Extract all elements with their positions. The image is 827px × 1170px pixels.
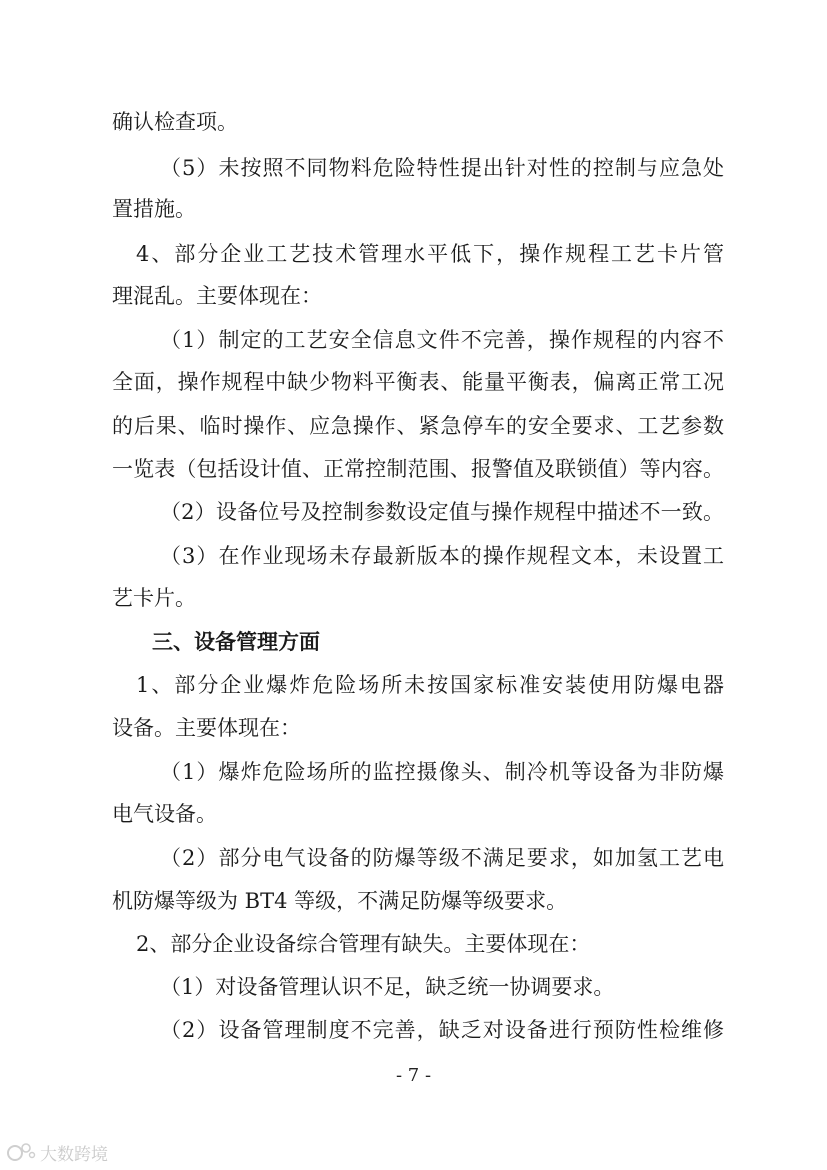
- section-heading: 三、设备管理方面: [152, 630, 320, 654]
- body-line: 设备。主要体现在：: [112, 716, 301, 740]
- body-line: （2）设备管理制度不完善，缺乏对设备进行预防性检维修: [160, 1018, 724, 1042]
- body-line: 4、部分企业工艺技术管理水平低下，操作规程工艺卡片管: [136, 242, 724, 266]
- body-line: 一览表（包括设计值、正常控制范围、报警值及联锁值）等内容。: [112, 457, 724, 481]
- body-line: （5）未按照不同物料危险特性提出针对性的控制与应急处: [160, 156, 724, 180]
- body-line: 置措施。: [112, 197, 196, 221]
- watermark: [6, 1140, 108, 1164]
- body-line: 艺卡片。: [112, 586, 196, 610]
- body-line: 1、部分企业爆炸危险场所未按国家标准安装使用防爆电器: [136, 673, 724, 697]
- watermark-text: 大数跨境: [40, 1144, 108, 1165]
- page-number: - 7 -: [395, 1065, 432, 1086]
- body-line: 电气设备。: [112, 802, 217, 826]
- body-line: 机防爆等级为 BT4 等级，不满足防爆等级要求。: [112, 889, 568, 913]
- body-line: 确认检查项。: [112, 110, 238, 134]
- body-line: （3）在作业现场未存最新版本的操作规程文本，未设置工: [160, 544, 724, 568]
- body-line: （1）制定的工艺安全信息文件不完善，操作规程的内容不: [160, 328, 724, 352]
- body-line: （2）部分电气设备的防爆等级不满足要求，如加氢工艺电: [160, 846, 724, 870]
- body-line: （1）爆炸危险场所的监控摄像头、制冷机等设备为非防爆: [160, 760, 724, 784]
- body-line: （2）设备位号及控制参数设定值与操作规程中描述不一致。: [160, 500, 724, 524]
- body-line: 2、部分企业设备综合管理有缺失。主要体现在：: [136, 932, 591, 956]
- body-line: 理混乱。主要体现在：: [112, 284, 322, 308]
- body-line: （1）对设备管理认识不足，缺乏统一协调要求。: [160, 975, 615, 999]
- watermark-logo-icon: [6, 1141, 36, 1163]
- body-line: 的后果、临时操作、应急操作、紧急停车的安全要求、工艺参数: [112, 414, 724, 438]
- body-line: 全面，操作规程中缺少物料平衡表、能量平衡表，偏离正常工况: [112, 370, 724, 394]
